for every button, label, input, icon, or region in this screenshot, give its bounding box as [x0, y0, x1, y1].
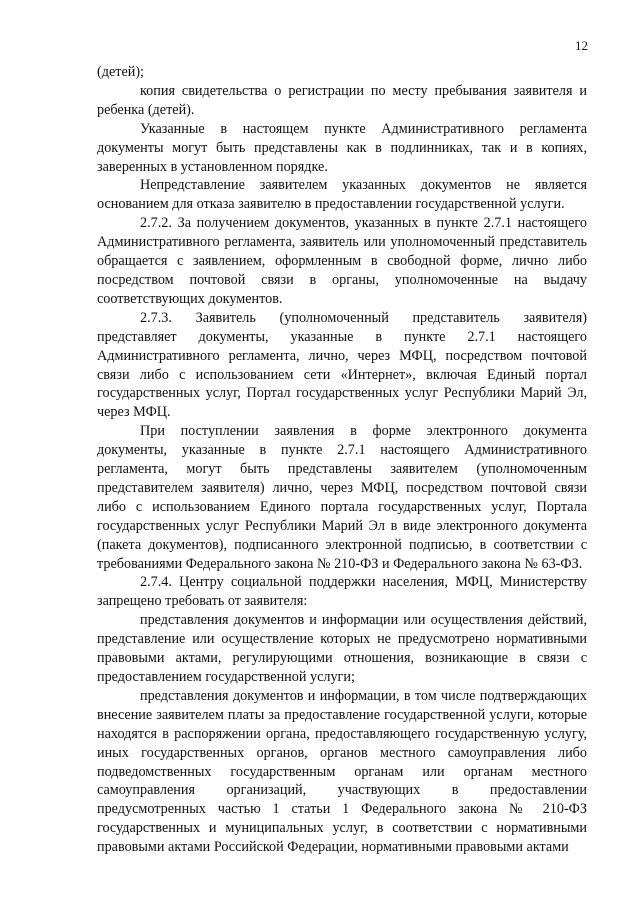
paragraph-continuation: (детей); [97, 64, 144, 80]
paragraph: 2.7.4. Центру социальной поддержки населения, МФЦ, Министерству запрещено требовать от заявителя: [97, 574, 587, 610]
paragraph: 2.7.2. За получением документов, указанных в пункте 2.7.1 настоящего Административного регламента, заявитель или уполномоченный представитель обращается с заявлением, оформленным в свободной форме, лично либо посредством почтовой связи в органы, уполномоченные на выдачу соответствующих документов. [97, 215, 587, 307]
paragraph: представления документов и информации, в том числе подтверждающих внесение заявителем платы за предоставление государственной услуги, которые находятся в распоряжении органа, предоставляющего государственную услугу, иных государственных органов, органов местного самоуправления либо подведомственных государственным органам или органам местного самоуправления организаций, участвующих в предоставлении предусмотренных частью 1 статьи 1 Федерального закона № 210-ФЗ государственных и муниципальных услуг, в соответствии с нормативными правовыми актами Российской Федерации, нормативными правовыми актами [97, 687, 587, 856]
paragraph: Указанные в настоящем пункте Административного регламента документы могут быть представлены как в подлинниках, так и в копиях, заверенных в установленном порядке. [97, 120, 587, 175]
paragraph: Непредставление заявителем указанных документов не является основанием для отказа заявителю в предоставлении государственной услуги. [97, 177, 587, 213]
paragraph: 2.7.3. Заявитель (уполномоченный представитель заявителя) представляет документы, указанные в пункте 2.7.1 настоящего Административного регламента, лично, через МФЦ, посредством почтовой связи либо с использованием сети «Интернет», включая Единый портал государственных услуг, Портал государственных услуг Республики Марий Эл, через МФЦ. [97, 309, 587, 421]
document-body [97, 63, 587, 857]
paragraph: копия свидетельства о регистрации по месту пребывания заявителя и ребенка (детей). [97, 82, 587, 118]
paragraph: представления документов и информации или осуществления действий, представление или осуществление которых не предусмотрено нормативными правовыми актами, регулирующими отношения, возникающие в связи с предоставлением государственной услуги; [97, 612, 587, 685]
page-number: 12 [575, 38, 588, 53]
paragraph: При поступлении заявления в форме электронного документа документы, указанные в пункте 2.7.1 настоящего Административного регламента, могут быть представлены заявителем (уполномоченным представителем заявителя) лично, через МФЦ, посредством почтовой связи либо с использованием Единого портала государственных услуг, Портала государственных услуг Республики Марий Эл в виде электронного документа (пакета документов), подписанного электронной подписью, в соответствии с требованиями Федерального закона № 210-ФЗ и Федерального закона № 63-ФЗ. [97, 423, 587, 572]
